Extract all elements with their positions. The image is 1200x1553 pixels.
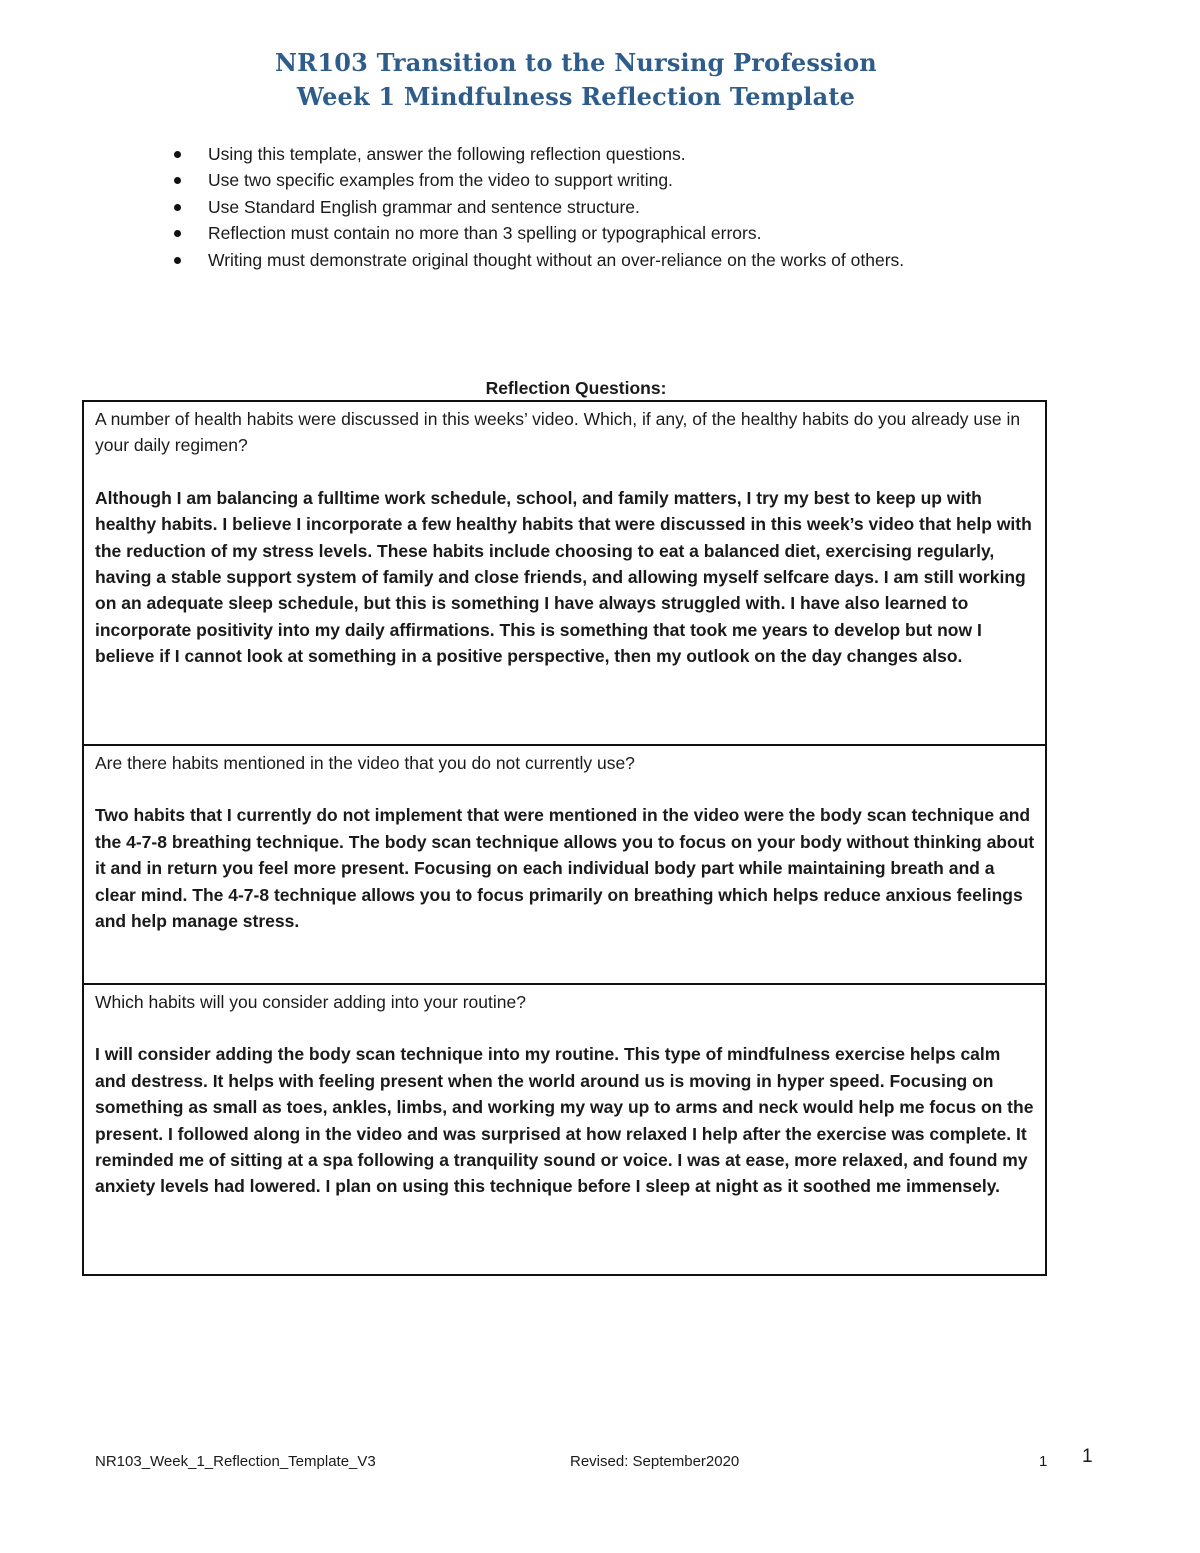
page-marker: 1: [1082, 1446, 1093, 1467]
footer-revised: Revised: September2020: [570, 1453, 740, 1470]
reflection-table: [82, 400, 1047, 1276]
reflection-heading: Reflection Questions:: [485, 378, 667, 398]
instruction-item: Use two specific examples from the video to support writing.: [208, 167, 904, 193]
instruction-item: Using this template, answer the following reflection questions.: [208, 141, 904, 167]
footer-page-number: 1: [1039, 1453, 1048, 1470]
reflection-row: [84, 746, 1045, 985]
reflection-row: [84, 402, 1045, 746]
answer-text: I will consider adding the body scan technique into my routine. This type of mindfulness exercise helps calm and destress. It helps with feeling present when the world around us is moving in hyper speed. Focusing on something as small as toes, ankles, limbs, and working my way up to arms and neck would help me focus on the present. I followed along in the video and was surprised at how relaxed I help after the exercise was complete. It reminded me of sitting at a spa following a tranquility sound or voice. I was at ease, more relaxed, and found my anxiety levels had lowered. I plan on using this technique before I sleep at night as it soothed me immensely.: [95, 1044, 1034, 1197]
question-text: Which habits will you consider adding into your routine?: [95, 992, 526, 1012]
footer-filename: NR103_Week_1_Reflection_Template_V3: [95, 1453, 376, 1470]
reflection-row: [84, 985, 1045, 1274]
document-subtitle: Week 1 Mindfulness Reflection Template: [296, 82, 856, 111]
document-title: NR103 Transition to the Nursing Profession: [275, 48, 877, 77]
instruction-item: Reflection must contain no more than 3 spelling or typographical errors.: [208, 220, 904, 246]
question-text: A number of health habits were discussed in this weeks’ video. Which, if any, of the healthy habits do you already use in your daily regimen?: [95, 409, 1021, 456]
instruction-item: Use Standard English grammar and sentence structure.: [208, 194, 904, 220]
question-text: Are there habits mentioned in the video that you do not currently use?: [95, 753, 635, 773]
answer-text: Two habits that I currently do not implement that were mentioned in the video were the body scan technique and the 4-7-8 breathing technique. The body scan technique allows you to focus on your body without thinking about it and in return you feel more present. Focusing on each individual body part while maintaining breath and a clear mind. The 4-7-8 technique allows you to focus primarily on breathing which helps reduce anxious feelings and help manage stress.: [95, 805, 1035, 932]
instruction-item: Writing must demonstrate original thought without an over-reliance on the works of others.: [208, 247, 904, 273]
instructions-list: [208, 141, 904, 273]
answer-text: Although I am balancing a fulltime work schedule, school, and family matters, I try my best to keep up with healthy habits. I believe I incorporate a few healthy habits that were discussed in this week’s video that help with the reduction of my stress levels. These habits include choosing to eat a balanced diet, exercising regularly, having a stable support system of family and close friends, and allowing myself selfcare days. I am still working on an adequate sleep schedule, but this is something I have always struggled with. I have also learned to incorporate positivity into my daily affirmations. This is something that took me years to develop but now I believe if I cannot look at something in a positive perspective, then my outlook on the day changes also.: [95, 487, 1032, 667]
